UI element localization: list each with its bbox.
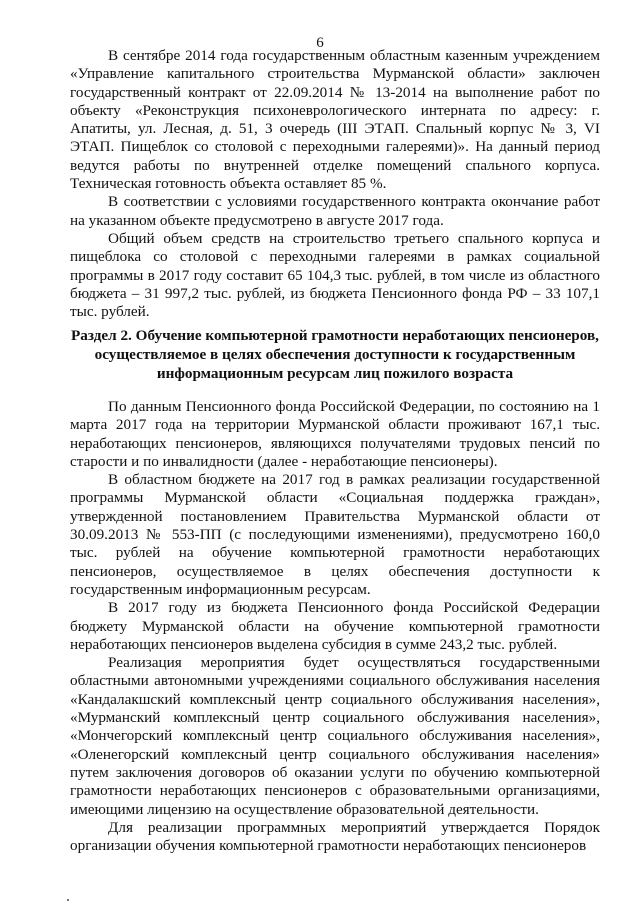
page-number: 6 — [316, 35, 324, 51]
scan-mark — [67, 899, 69, 901]
paragraph-pension-fund-subsidy: В 2017 году из бюджета Пенсионного фонда Российской Федерации бюджету Мурманской области на обучение компьютерной грамотности неработающих пенсионеров выделена субсидия в сумме 243,2 тыс. рублей. — [70, 599, 600, 653]
paragraph-procedure: Для реализации программных мероприятий утверждается Порядок организации обучения компьютерной грамотности неработающих пенсионеров — [70, 818, 600, 855]
paragraph-contract: В сентябре 2014 года государственным областным казенным учреждением «Управление капитального строительства Мурманской области» заключен государственный контракт от 22.09.2014 № 13-2014 на выполнение работ по объекту «Реконструкция психоневрологического интерната по адресу: г. Апатиты, ул. Лесная, д. 51, 3 очередь (III ЭТАП. Спальный корпус № 3, VI ЭТАП. Пищеблок со столовой с переходными галереями)». На данный период ведутся работы по внутренней отделке помещений спального корпуса. Техническая готовность объекта оставляет 85 %. — [70, 47, 600, 193]
section-2-text — [70, 398, 600, 855]
section-2-heading: Раздел 2. Обучение компьютерной грамотности неработающих пенсионеров, осуществляемое в целях обеспечения доступности к государственным информационным ресурсам лиц пожилого возраста — [71, 327, 599, 382]
paragraph-regional-budget: В областном бюджете на 2017 год в рамках реализации государственной программы Мурманской области «Социальная поддержка граждан», утвержденной постановлением Правительства Мурманской области от 30.09.2013 № 553-ПП (с последующими изменениями), предусмотрено 160,0 тыс. рублей на обучение компьютерной грамотности неработающих пенсионеров, осуществляемое в целях обеспечения доступности к государственным информационным ресурсам. — [70, 471, 600, 598]
paragraph-pensioners-count: По данным Пенсионного фонда Российской Федерации, по состоянию на 1 марта 2017 года на территории Мурманской области проживают 167,1 тыс. неработающих пенсионеров, являющихся получателями трудовых пенсий по старости и по инвалидности (далее - неработающие пенсионеры). — [70, 398, 600, 470]
paragraph-implementation: Реализация мероприятия будет осуществляться государственными областными автономными учреждениями социального обслуживания населения «Кандалакшский комплексный центр социального обслуживания населения», «Мурманский комплексный центр социального обслуживания населения», «Мончегорский комплексный центр социального обслуживания населения», «Оленегорский комплексный центр социального обслуживания населения» путем заключения договоров об оказании услуги по обучению компьютерной грамотности неработающих пенсионеров с образовательными организациями, имеющими лицензию на осуществление образовательной деятельности. — [70, 654, 600, 818]
section-1-text — [70, 47, 600, 321]
paragraph-deadline: В соответствии с условиями государственного контракта окончание работ на указанном объекте предусмотрено в августе 2017 года. — [70, 193, 600, 229]
paragraph-funding: Общий объем средств на строительство третьего спального корпуса и пищеблока со столовой с переходными галереями в рамках социальной программы в 2017 году составит 65 104,3 тыс. рублей, в том числе из областного бюджета – 31 997,2 тыс. рублей, из бюджета Пенсионного фонда РФ – 33 107,1 тыс. рублей. — [70, 229, 600, 321]
